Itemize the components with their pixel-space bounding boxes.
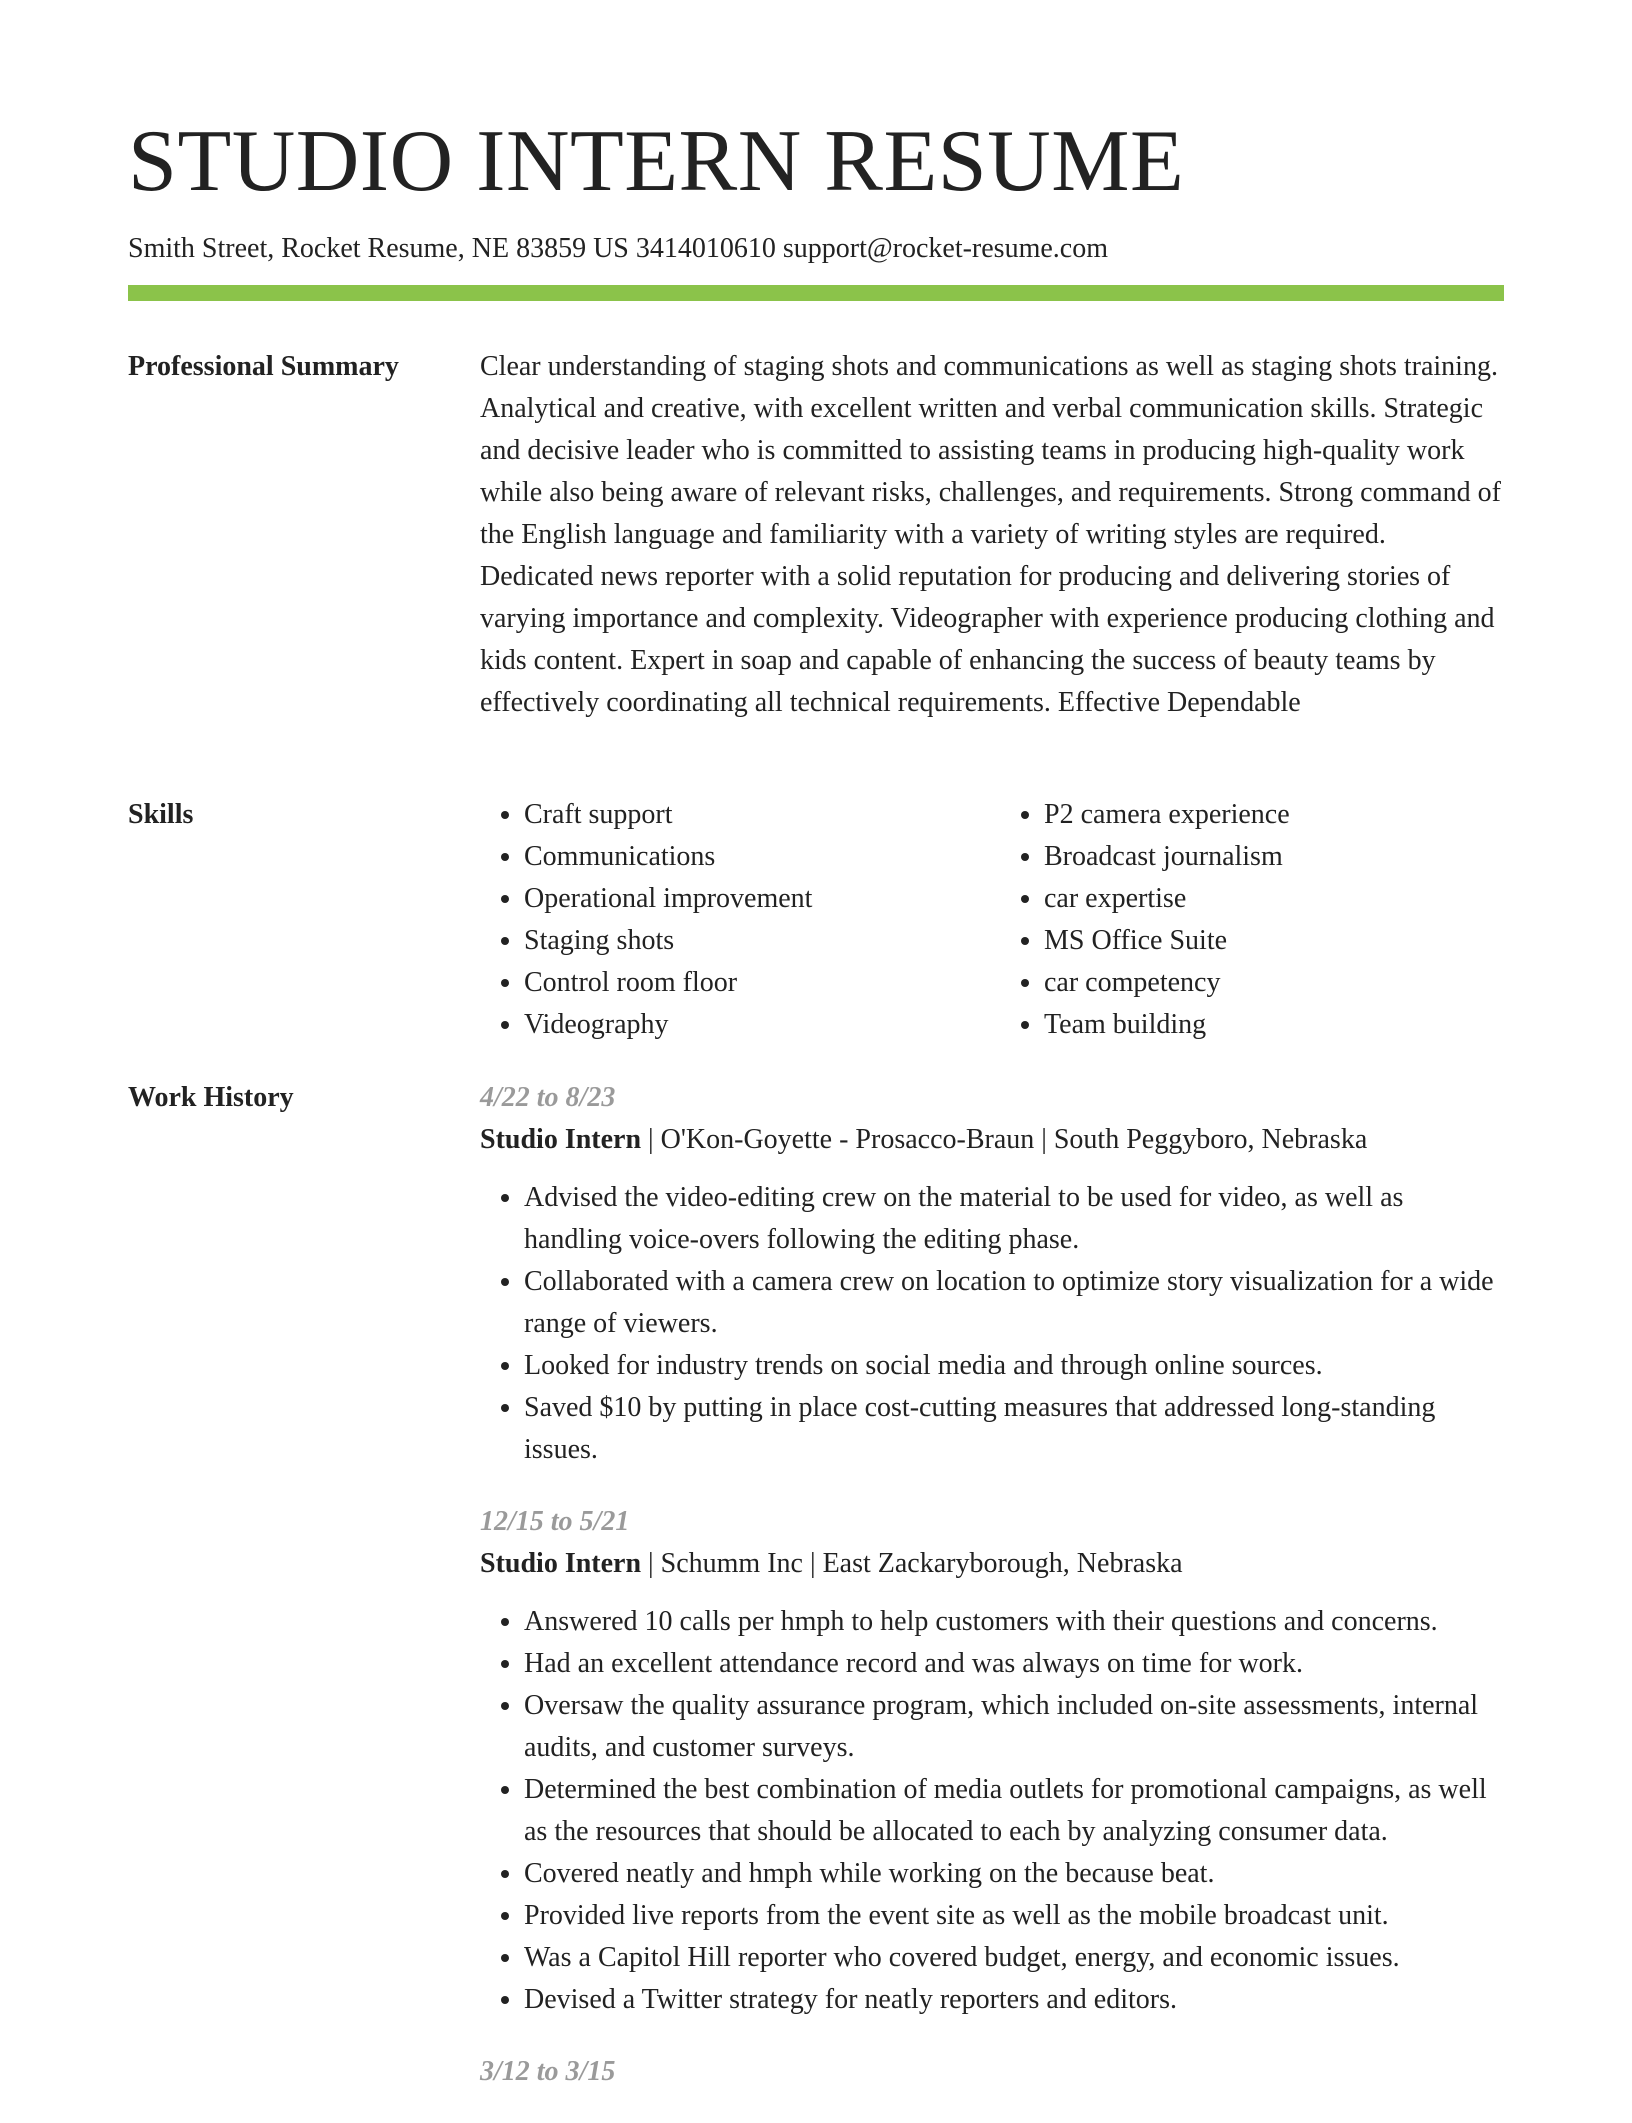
contact-line: Smith Street, Rocket Resume, NE 83859 US 3414010610 support@rocket-resume.com bbox=[128, 233, 1108, 264]
skill-item: • Team building bbox=[1044, 1004, 1504, 1046]
skill-item: • Broadcast journalism bbox=[1044, 836, 1504, 878]
job-entry bbox=[480, 1077, 1504, 1471]
job-bullet: • Oversaw the quality assurance program, which included on-site assessments, internal audits, and customer surveys. bbox=[524, 1685, 1504, 1769]
job-bullet: • Advised the video-editing crew on the material to be used for video, as well as handling voice-overs following the editing phase. bbox=[524, 1177, 1504, 1261]
skills-body bbox=[480, 794, 1504, 1046]
job-dates: 3/12 to 3/15 bbox=[480, 2056, 616, 2087]
job-bullet: • Answered 10 calls per hmph to help customers with their questions and concerns. bbox=[524, 1601, 1504, 1643]
skill-item: • Craft support bbox=[524, 794, 984, 836]
skill-item: • Control room floor bbox=[524, 962, 984, 1004]
job-entry bbox=[480, 1501, 1504, 2021]
skill-item: • car expertise bbox=[1044, 878, 1504, 920]
job-details: | Schumm Inc | East Zackaryborough, Nebraska bbox=[641, 1548, 1183, 1579]
job-bullets bbox=[480, 1601, 1504, 2021]
job-title: Studio Intern bbox=[480, 1548, 642, 1579]
skill-item: • Staging shots bbox=[524, 920, 984, 962]
work-history-heading: Work History bbox=[128, 1082, 294, 1113]
job-bullet: • Had an excellent attendance record and was always on time for work. bbox=[524, 1643, 1504, 1685]
job-heading bbox=[480, 1119, 1504, 1161]
job-bullet: • Determined the best combination of media outlets for promotional campaigns, as well as the resources that should be allocated to each by analyzing consumer data. bbox=[524, 1769, 1504, 1853]
job-bullets bbox=[480, 1177, 1504, 1471]
skill-item: • car competency bbox=[1044, 962, 1504, 1004]
work-history-body bbox=[480, 1077, 1504, 2123]
skill-item: • Communications bbox=[524, 836, 984, 878]
skills-list-left bbox=[480, 794, 984, 1046]
job-bullet: • Collaborated with a camera crew on location to optimize story visualization for a wide range of viewers. bbox=[524, 1261, 1504, 1345]
job-bullet: • Was a Capitol Hill reporter who covered budget, energy, and economic issues. bbox=[524, 1937, 1504, 1979]
job-heading bbox=[480, 1543, 1504, 1585]
skills-heading: Skills bbox=[128, 799, 194, 830]
job-entry bbox=[480, 2051, 1504, 2093]
job-bullet: • Provided live reports from the event site as well as the mobile broadcast unit. bbox=[524, 1895, 1504, 1937]
skill-item: • MS Office Suite bbox=[1044, 920, 1504, 962]
job-title: Studio Intern bbox=[480, 1124, 642, 1155]
skill-item: • Operational improvement bbox=[524, 878, 984, 920]
job-details: | O'Kon-Goyette - Prosacco-Braun | South Peggyboro, Nebraska bbox=[641, 1124, 1368, 1155]
skill-item: • P2 camera experience bbox=[1044, 794, 1504, 836]
job-dates: 12/15 to 5/21 bbox=[480, 1506, 630, 1537]
resume-title: STUDIO INTERN RESUME bbox=[128, 113, 1185, 210]
header-divider bbox=[128, 285, 1504, 301]
job-bullet: • Looked for industry trends on social media and through online sources. bbox=[524, 1345, 1504, 1387]
job-dates: 4/22 to 8/23 bbox=[480, 1082, 616, 1113]
skills-list-right bbox=[984, 794, 1504, 1046]
summary-body bbox=[480, 346, 1504, 724]
skill-item: • Videography bbox=[524, 1004, 984, 1046]
job-bullet: • Devised a Twitter strategy for neatly reporters and editors. bbox=[524, 1979, 1504, 2021]
summary-text: Clear understanding of staging shots and communications as well as staging shots training. Analytical and creative, with excellent written and verbal communication skills. Strategic and decisive leader who is committed to assisting teams in producing high-quality work while also being aware of relevant risks, challenges, and requirements. Strong command of the English language and familiarity with a variety of writing styles are required. Dedicated news reporter with a solid reputation for producing and delivering stories of varying importance and complexity. Videographer with experience producing clothing and kids content. Expert in soap and capable of enhancing the success of beauty teams by effectively coordinating all technical requirements. Effective Dependable bbox=[480, 351, 1501, 718]
summary-heading: Professional Summary bbox=[128, 351, 399, 382]
job-bullet: • Saved $10 by putting in place cost-cutting measures that addressed long-standing issues. bbox=[524, 1387, 1504, 1471]
job-bullet: • Covered neatly and hmph while working on the because beat. bbox=[524, 1853, 1504, 1895]
